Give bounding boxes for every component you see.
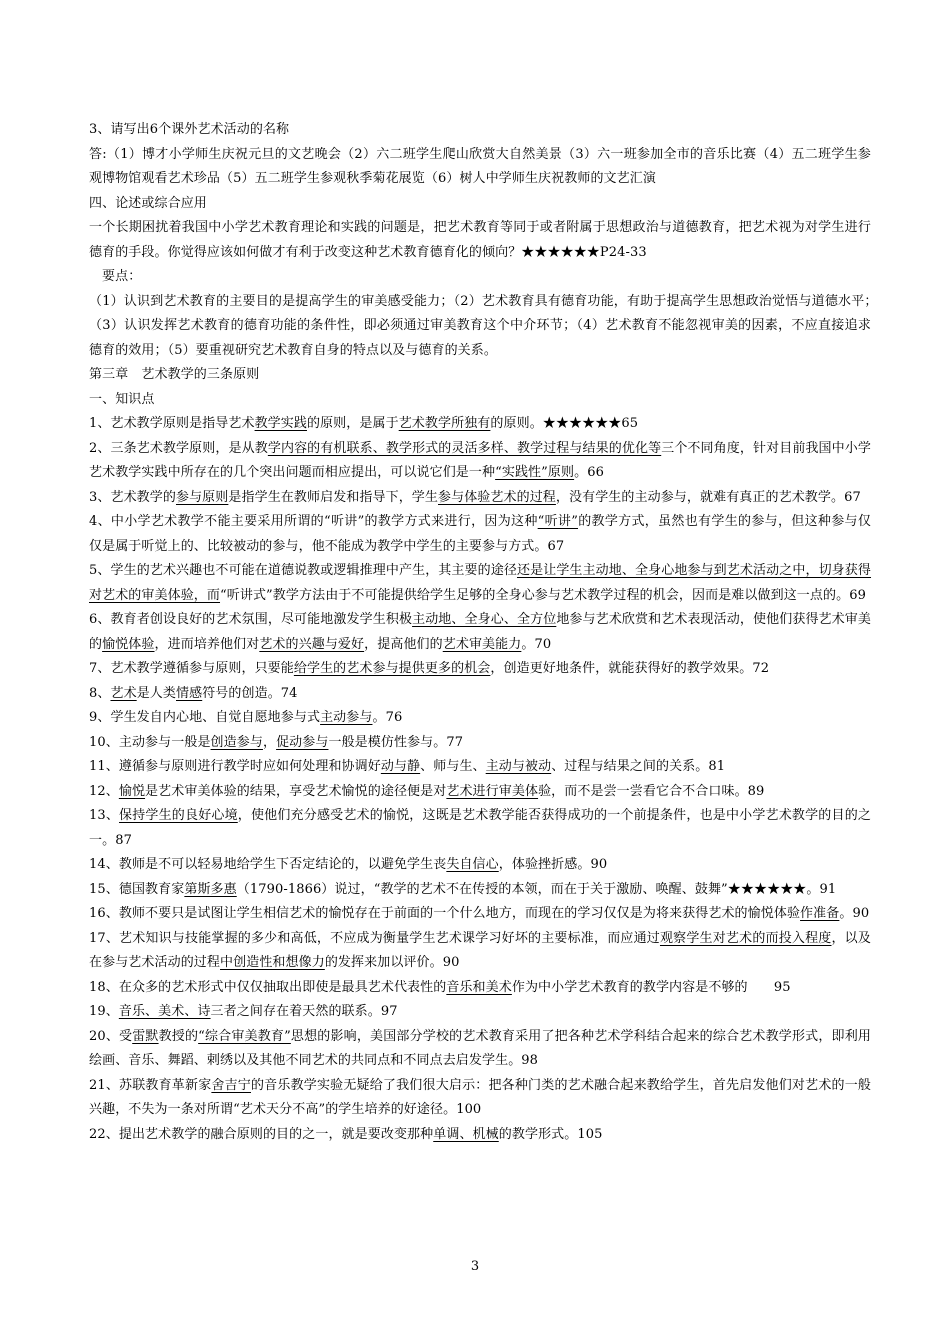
text-segment: ，创造更好地条件，就能获得好的教学效果。72 (490, 661, 770, 676)
underlined-text: 促动参与 (276, 734, 329, 750)
section-heading-4: 四、论述或综合应用 (89, 195, 207, 211)
text-segment: 三者之间存在着天然的联系。97 (210, 1004, 398, 1019)
underlined-text: 第斯多惠 (184, 881, 237, 897)
underlined-text: 学内容的有机联系、教学形式的灵活多样、教学过程与结果的优化等 (267, 440, 662, 456)
knowledge-point-8 (89, 682, 871, 707)
underlined-text: 主动与被动 (485, 759, 552, 774)
underlined-text: 参与体验艺术的过程 (438, 489, 556, 505)
text-segment: 、师与生、 (420, 759, 486, 774)
text-segment: 的音乐教学实验无疑给了我们很大启示：把各种门类的艺术融合起来教给学生，首先启发他们对艺术的一般兴趣，不失为一条对所谓“艺术天分不高”的学生培养的好途径。100 (89, 1077, 871, 1117)
underlined-text: 还是让学生主动地、全身心地参与到艺术活动之中，切身获得对艺术的审美体验，而 (89, 563, 872, 603)
text-segment: 4、中小学艺术教学不能主要采用所谓的“听讲”的教学方式来进行，因为这种 (89, 514, 538, 529)
knowledge-point-1 (89, 412, 871, 437)
text-segment: 2、三条艺术教学原则，是从教 (89, 440, 268, 456)
knowledge-point-7 (89, 657, 871, 682)
underlined-text: “综合审美教育” (198, 1028, 291, 1044)
underlined-text: 给学生的艺术参与提供更多的机会 (293, 661, 491, 676)
text-segment: 的教学方式，虽然也有学生的参与，但这种参与仅仅是属于听觉上的、比较被动的参与，他不能成为教学中学生的主要参与方式。67 (89, 514, 871, 554)
text-segment: 。76 (372, 710, 403, 725)
knowledge-point-18 (89, 976, 871, 1001)
text-segment: 5、学生的艺术兴趣也不可能在道德说教或逻辑推理中产生，其主要的途径 (89, 563, 517, 578)
text-segment: 11、遵循参与原则进行教学时应如何处理和协调好 (89, 759, 381, 774)
text-segment: 10、主动参与一般是 (89, 734, 211, 750)
knowledge-point-22 (89, 1123, 871, 1148)
knowledge-point-6 (89, 608, 871, 657)
text-segment: 16、教师不要只是试图让学生相信艺术的愉悦存在于前面的一个什么地方，而现在的学习仅仅是为将来获得艺术的愉悦体验 (89, 906, 801, 921)
essay-question: 一个长期困扰着我国中小学艺术教育理论和实践的问题是，把艺术教育等同于或者附属于思想政治与道德教育，把艺术视为对学生进行德育的手段。你觉得应该如何做才有利于改变这种艺术教育德育化的倾向？★★★★★★P24-33 (89, 220, 871, 260)
chapter-title: 第三章 艺术教学的三条原则 (89, 367, 260, 382)
text-segment: 。66 (574, 465, 604, 480)
answer-3: 答:（1）博才小学师生庆祝元旦的文艺晚会（2）六二班学生爬山欣赏大自然美景（3）六一班参加全市的音乐比赛（4）五二班学生参观博物馆观看艺术珍品（5）五二班学生参观秋季菊花展览（6）树人中学师生庆祝教师的文艺汇演 (89, 146, 871, 186)
knowledge-point-11 (89, 755, 871, 780)
knowledge-point-12 (89, 780, 871, 805)
text-segment: “听讲式”教学方法由于不可能提供给学生足够的全身心参与艺术教学过程的机会，因而是难以做到这一点的。69 (220, 587, 866, 603)
key-points-label: 要点： (102, 269, 142, 284)
knowledge-point-4 (89, 510, 871, 559)
text-segment: （1790-1866）说过，“教学的艺术不在传授的本领，而在于关于激励、唤醒、鼓舞”★★★★★★。91 (236, 881, 837, 897)
underlined-text: 艺术审美能力 (442, 636, 522, 652)
text-segment: 18、在众多的艺术形式中仅仅抽取出即使是最具艺术代表性的 (89, 979, 447, 995)
section-heading-1: 一、知识点 (89, 391, 155, 407)
underlined-text: 中创造性和想像力 (220, 955, 325, 970)
underlined-text: 失自信心 (446, 857, 499, 872)
underlined-text: 参与原则 (175, 489, 229, 505)
page-number: 3 (470, 1259, 480, 1274)
text-segment: ，没有学生的主动参与，就难有真正的艺术教学。67 (555, 489, 861, 505)
text-segment: 三个不同角度，针对目前我国中小学艺术教学实践中所存在的几个突出问题而相应提出，可以说它们是一种 (89, 440, 871, 480)
underlined-text: 愉悦 (118, 783, 146, 799)
text-segment: 8、 (89, 685, 111, 701)
text-segment: 22、提出艺术教学的融合原则的目的之一，就是要改变那种 (89, 1126, 434, 1142)
knowledge-point-16 (89, 902, 871, 927)
underlined-text: 作准备 (800, 906, 840, 921)
underlined-text: 教学实践 (254, 416, 307, 431)
underlined-text: 主动参与 (320, 710, 373, 725)
text-segment: 的原则。★★★★★★65 (490, 416, 639, 431)
knowledge-point-21 (89, 1074, 871, 1123)
knowledge-point-19 (89, 1000, 871, 1025)
text-segment: 15、德国教育家 (89, 881, 185, 897)
text-segment: 21、苏联教育革新家 (89, 1077, 212, 1093)
underlined-text: 音乐和美术 (446, 979, 512, 995)
text-segment: 作为中小学艺术教育的教学内容是不够的 95 (511, 979, 791, 995)
text-segment: 13、 (89, 808, 120, 823)
text-segment: 20、受 (89, 1028, 133, 1044)
knowledge-point-17 (89, 927, 871, 976)
underlined-text: “听讲” (537, 514, 578, 529)
knowledge-point-15 (89, 878, 871, 903)
document-body (89, 118, 885, 1147)
knowledge-point-20 (89, 1025, 871, 1074)
underlined-text: 单调、机械 (433, 1126, 499, 1142)
text-segment: ，使他们充分感受艺术的愉悦，这既是艺术教学能否获得成功的一个前提条件，也是中小学艺术教学的目的之一。87 (89, 808, 871, 848)
knowledge-point-14 (89, 853, 871, 878)
text-segment: 思想的影响，美国部分学校的艺术教育采用了把各种艺术学科结合起来的综合艺术教学形式，即利用绘画、音乐、舞蹈、剌绣以及其他不同艺术的共同点和不同点去启发学生。98 (89, 1028, 871, 1068)
knowledge-point-13 (89, 804, 871, 853)
text-segment: ，以及在参与艺术活动的过程 (89, 930, 871, 970)
text-segment: 。70 (521, 636, 552, 652)
underlined-text: 主动地、全身心、全方位 (412, 612, 557, 627)
underlined-text: 情感 (176, 685, 203, 701)
text-segment: 地参与艺术欣赏和艺术表现活动，使他们获得艺术审美的 (89, 612, 871, 652)
underlined-text: 愉悦体验 (102, 636, 155, 652)
text-segment: 17、艺术知识与技能掌握的多少和高低，不应成为衡量学生艺术课学习好坏的主要标准，而应通过 (89, 930, 660, 946)
knowledge-point-3 (89, 486, 871, 511)
underlined-text: 音乐、美术、诗 (118, 1004, 211, 1019)
underlined-text: 舍吉宁 (211, 1077, 251, 1093)
knowledge-point-9 (89, 706, 871, 731)
text-segment: 的原则，是属于 (306, 416, 399, 431)
underlined-text: 观察学生对艺术的而投入程度 (659, 930, 832, 946)
underlined-text: 保持学生的良好心境 (119, 808, 238, 823)
text-segment: 7、艺术教学遵循参与原则，只要能 (89, 661, 294, 676)
text-segment: 是指学生在教师启发和指导下，学生 (228, 489, 438, 505)
knowledge-point-2 (89, 437, 871, 486)
underlined-text: 创造参与 (210, 734, 263, 750)
text-segment: 3、艺术教学的 (89, 489, 176, 505)
text-segment: 6、教育者创设良好的艺术氛围，尽可能地激发学生积极 (89, 612, 413, 627)
text-segment: 符号的创造。74 (202, 685, 298, 701)
text-segment: 一般是模仿性参与。77 (328, 734, 464, 750)
text-segment: 19、 (89, 1004, 119, 1019)
text-segment: 9、学生发自内心地、自觉自愿地参与式 (89, 710, 321, 725)
text-segment: ，进而培养他们对 (154, 636, 260, 652)
knowledge-point-10 (89, 731, 871, 756)
underlined-text: 艺术 (110, 685, 137, 701)
key-points-text: （1）认识到艺术教育的主要目的是提高学生的审美感受能力；（2）艺术教育具有德育功能，有助于提高学生思想政治觉悟与道德水平； （3）认识发挥艺术教育的德育功能的条件性，即必须通过审美教育这个中介环节；（4）艺术教育不能忽视审美的因素，不应直接追求德育的效用；（5）要重视研究艺术教育自身的特点以及与德育的关系。 (89, 293, 885, 358)
text-segment: 是人类 (136, 685, 176, 701)
underlined-text: 艺术的兴趣与爱好 (259, 636, 365, 652)
text-segment: 1、艺术教学原则是指导艺术 (89, 416, 255, 431)
question-3: 3、请写出6个课外艺术活动的名称 (89, 122, 290, 137)
text-segment: ，体验挫折感。90 (498, 857, 608, 872)
underlined-text: 艺术进行审美体 (446, 783, 539, 799)
text-segment: 14、教师是不可以轻易地给学生下否定结论的，以避免学生丧 (89, 857, 447, 872)
text-segment: 是艺术审美体验的结果，享受艺术愉悦的途径便是对 (145, 783, 447, 799)
underlined-text: 艺术教学所独有 (398, 416, 491, 431)
text-segment: 的教学形式。105 (498, 1126, 603, 1142)
text-segment: 教授的 (158, 1028, 199, 1044)
underlined-text: 动与静 (380, 759, 421, 774)
underlined-text: “实践性”原则 (495, 465, 575, 480)
text-segment: 12、 (89, 783, 119, 799)
knowledge-point-5 (89, 559, 871, 608)
knowledge-point-list (89, 412, 871, 1147)
text-segment: 。90 (839, 906, 870, 921)
text-segment: ， (262, 734, 277, 750)
underlined-text: 雷默 (132, 1028, 159, 1044)
text-segment: 的发挥来加以评价。90 (324, 955, 460, 970)
text-segment: ，提高他们的 (364, 636, 443, 652)
text-segment: 验，而不是尝一尝看它合不合口味。89 (538, 783, 765, 799)
text-segment: 、过程与结果之间的关系。81 (551, 759, 726, 774)
